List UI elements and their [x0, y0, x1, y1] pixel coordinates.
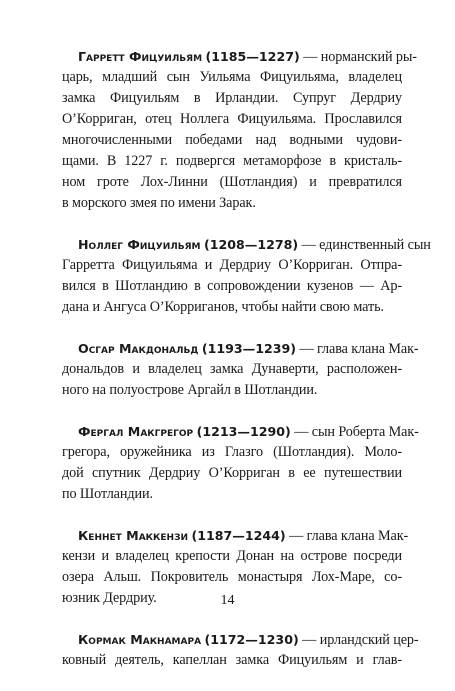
entry-name: Кормак Макнамара	[78, 632, 202, 647]
entry-name: Гарретт Фицуильям	[78, 49, 203, 64]
entry-line: О’Корриган, отец Ноллега Фицуильяма. Прославился	[62, 111, 402, 127]
entry-line: Гарретта Фицуильяма и Дердриу О’Корриган. Отпра-	[62, 257, 402, 273]
entry-years: (1213—1290)	[196, 424, 291, 439]
entry-first-line	[62, 525, 409, 546]
entry-line: ного на полуострове Аргайл в Шотландии.	[62, 382, 318, 398]
entry-text: — глава клана Мак-	[299, 341, 419, 357]
entry-name: Фергал Макгрегор	[78, 424, 194, 439]
page-number: 14	[220, 593, 235, 608]
entry-line: царь, младший сын Уильяма Фицуильяма, владелец	[62, 69, 402, 85]
entry-line: щами. В 1227 г. подвергся метаморфозе в кристаль-	[62, 153, 402, 169]
entry-name: Ноллег Фицуильям	[78, 237, 201, 252]
entry-line: в морского змея по имени Зарак.	[62, 195, 256, 211]
entry-line: дана и Ангуса О’Корриганов, чтобы найти свою мать.	[62, 299, 384, 315]
entry-line: дой спутник Дердриу О’Корриган в ее путешествии	[62, 465, 402, 481]
entry-line: дональдов и владелец замка Дунаверти, расположен-	[62, 361, 402, 377]
entry-line: грегора, оружейника из Глазго (Шотландия). Моло-	[62, 444, 402, 460]
entry-line: ковный деятель, капеллан замка Фицуильям и глав-	[62, 652, 402, 668]
entry-first-line	[62, 234, 431, 255]
entry-text: — норманский ры-	[303, 49, 417, 65]
entry-text: — сын Роберта Мак-	[294, 424, 419, 440]
entry-text: — глава клана Мак-	[289, 528, 409, 544]
entry-name: Кеннет Маккензи	[78, 528, 188, 543]
entry-years: (1193—1239)	[201, 341, 297, 356]
entry-nolleg-fitzwilliam	[62, 234, 431, 318]
entry-first-line	[62, 629, 419, 650]
entry-line: ном гроте Лох-Линни (Шотландия) и превратился	[62, 174, 402, 190]
entry-first-line	[62, 338, 419, 359]
entry-line: юзник Дердриу.	[62, 590, 157, 606]
entry-first-line	[62, 421, 419, 442]
entry-line: многочисленными победами над водными чудови-	[62, 132, 402, 148]
entry-years: (1185—1227)	[205, 49, 300, 64]
entry-text: — ирландский цер-	[302, 632, 419, 648]
entry-text: — единственный сын	[301, 237, 431, 253]
entry-years: (1187—1244)	[191, 528, 286, 543]
entry-cormac-macnamara	[62, 629, 419, 671]
entry-name: Осгар Макдональд	[78, 341, 199, 356]
entry-first-line	[62, 46, 417, 67]
entry-line: по Шотландии.	[62, 486, 153, 502]
entry-line: кензи и владелец крепости Донан на острове посреди	[62, 548, 402, 564]
entry-osgar-macdonald	[62, 338, 419, 401]
entry-line: замка Фицуильям в Ирландии. Супруг Дердриу	[62, 90, 402, 106]
entry-years: (1208—1278)	[203, 237, 299, 252]
entry-line: вился в Шотландию в сопровождении кузенов — Ар-	[62, 278, 402, 294]
entry-garrett-fitzwilliam	[62, 46, 417, 214]
entry-years: (1172—1230)	[204, 632, 299, 647]
entry-fergal-macgregor	[62, 421, 419, 505]
entry-line: озера Альш. Покровитель монастыря Лох-Маре, со-	[62, 569, 402, 585]
